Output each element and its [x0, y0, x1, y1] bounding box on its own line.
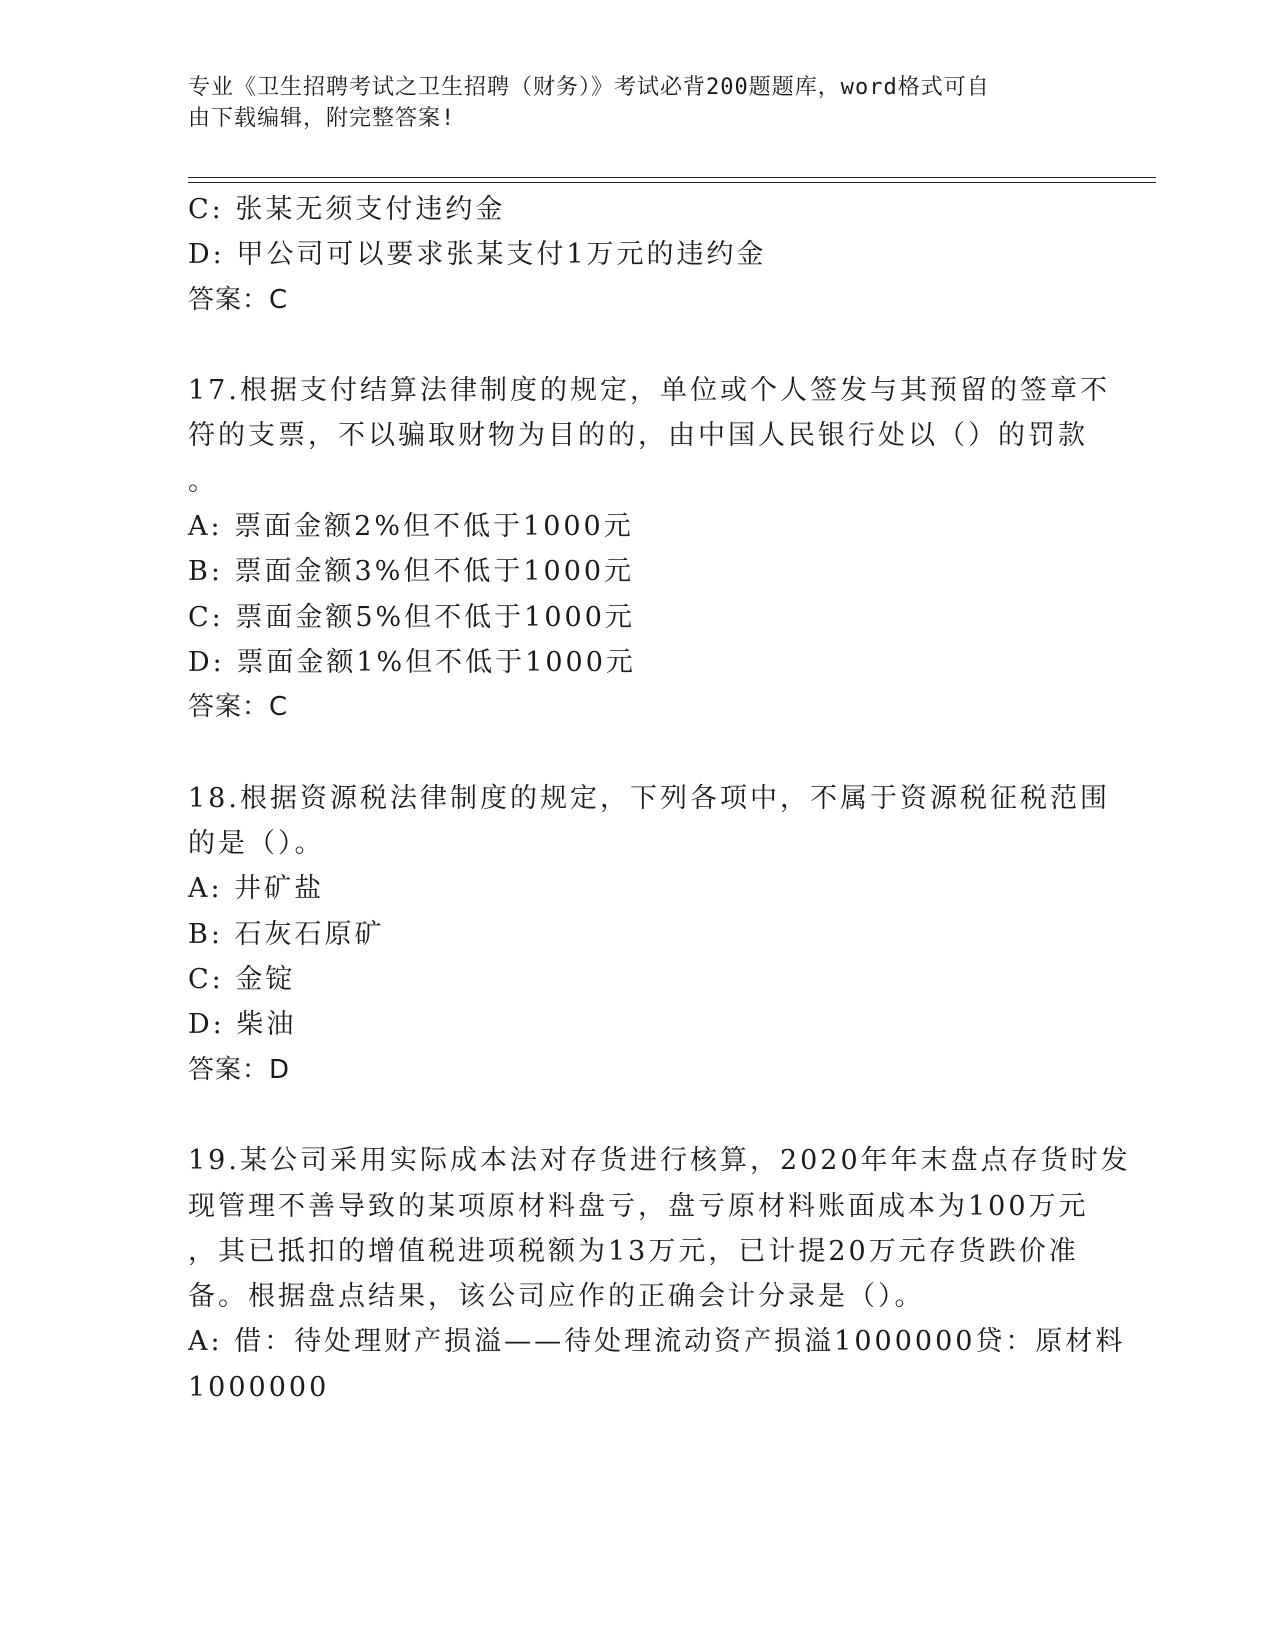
q19-stem-line-2: 现管理不善导致的某项原材料盘亏，盘亏原材料账面成本为100万元 [188, 1190, 1089, 1222]
spacer [188, 323, 1088, 368]
q18-option-a: A: 井矿盐 [188, 873, 325, 905]
header-divider-bottom [188, 182, 1156, 183]
q19-stem-line-3: ，其已抵扣的增值税进项税额为13万元，已计提20万元存货跌价准 [188, 1235, 1079, 1267]
q19-stem-line-4: 备。根据盘点结果，该公司应作的正确会计分录是（）。 [188, 1281, 925, 1313]
q16-option-c: C: 张某无须支付违约金 [188, 194, 506, 225]
q17-option-b: B: 票面金额3%但不低于1000元 [188, 556, 635, 588]
q18-stem-line-1: 18.根据资源税法律制度的规定，下列各项中，不属于资源税征税范围 [188, 782, 1110, 814]
q19-option-a-line-2: 1000000 [188, 1371, 330, 1403]
q17-stem-line-3: 。 [188, 465, 218, 497]
q18-option-b: B: 石灰石原矿 [188, 918, 385, 950]
header-divider-top [188, 177, 1156, 178]
q16-answer: 答案：C [188, 284, 289, 315]
q17-answer: 答案：C [188, 692, 289, 723]
q17-option-c: C: 票面金额5%但不低于1000元 [188, 601, 635, 633]
header-line-2: 由下载编辑，附完整答案! [188, 106, 456, 131]
q17-stem-line-2: 符的支票，不以骗取财物为目的的，由中国人民银行处以（）的罚款 [188, 420, 1088, 452]
spacer [188, 731, 1088, 776]
q17-option-a: A: 票面金额2%但不低于1000元 [188, 511, 634, 543]
q17-option-d: D: 票面金额1%但不低于1000元 [188, 646, 636, 678]
q18-option-d: D: 柴油 [188, 1009, 297, 1041]
spacer [188, 1093, 1088, 1138]
q18-option-c: C: 金锭 [188, 964, 296, 996]
document-body [188, 187, 1131, 1410]
q18-stem-line-2: 的是（）。 [188, 828, 325, 860]
q19-option-a-line-1: A: 借：待处理财产损溢——待处理流动资产损溢1000000贷：原材料 [188, 1326, 1126, 1358]
document-header [188, 72, 1068, 134]
header-line-1: 专业《卫生招聘考试之卫生招聘（财务）》考试必背200题题库，word格式可自 [188, 75, 990, 100]
q19-stem-line-1: 19.某公司采用实际成本法对存货进行核算，2020年年末盘点存货时发 [188, 1145, 1131, 1177]
q17-stem-line-1: 17.根据支付结算法律制度的规定，单位或个人签发与其预留的签章不 [188, 375, 1110, 407]
q16-option-d: D: 甲公司可以要求张某支付1万元的违约金 [188, 239, 767, 271]
q18-answer: 答案：D [188, 1054, 291, 1085]
